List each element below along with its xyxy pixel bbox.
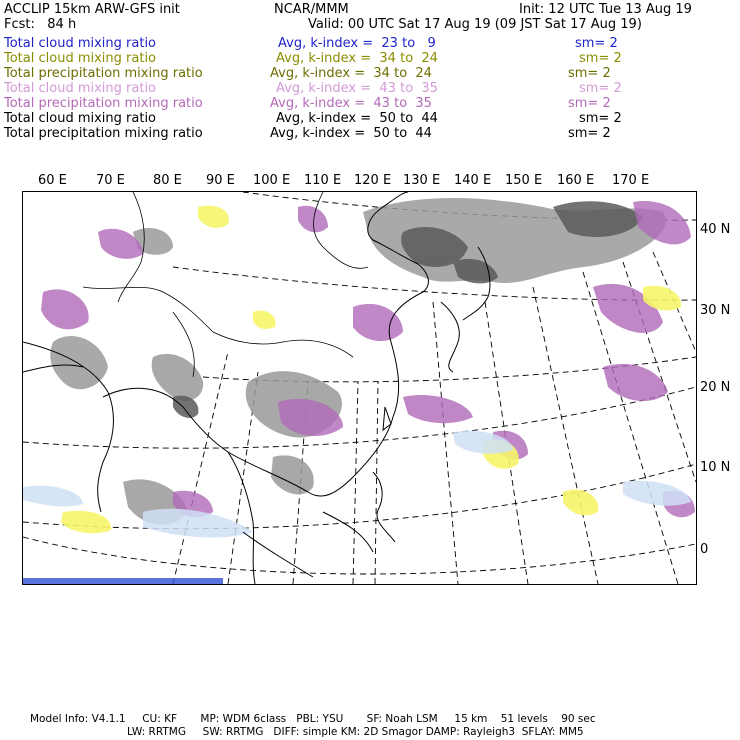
legend-avg: Avg, k-index = 43 to 35: [270, 96, 432, 111]
init-time: Init: 12 UTC Tue 13 Aug 19: [519, 2, 692, 17]
legend-avg: Avg, k-index = 23 to 9: [278, 36, 436, 51]
legend-sm: sm= 2: [568, 66, 611, 81]
lon-label: 140 E: [454, 173, 492, 188]
lon-label: 70 E: [96, 173, 125, 188]
legend-avg: Avg, k-index = 50 to 44: [276, 111, 438, 126]
lon-label: 160 E: [557, 173, 595, 188]
legend-field: Total cloud mixing ratio: [4, 36, 157, 51]
forecast-hour: Fcst: 84 h: [4, 17, 77, 32]
model-title: ACCLIP 15km ARW-GFS init: [4, 2, 180, 17]
model-info-line2: LW: RRTMG SW: RRTMG DIFF: simple KM: 2D Smagor DAMP: Rayleigh3 SFLAY: MM5: [127, 726, 584, 738]
legend-avg: Avg, k-index = 43 to 35: [276, 81, 438, 96]
lon-label: 130 E: [403, 173, 441, 188]
forecast-map: [22, 191, 697, 585]
legend-sm: sm= 2: [579, 81, 622, 96]
legend-sm: sm= 2: [579, 111, 622, 126]
model-info-line1: Model Info: V4.1.1 CU: KF MP: WDM 6class PBL: YSU SF: Noah LSM 15 km 51 levels 90 sec: [30, 713, 596, 725]
legend-field: Total cloud mixing ratio: [4, 81, 157, 96]
gray-cloud-field: [50, 198, 666, 525]
lon-label: 170 E: [612, 173, 650, 188]
legend-field: Total precipitation mixing ratio: [4, 66, 203, 81]
legend-sm: sm= 2: [575, 36, 618, 51]
legend-avg: Avg, k-index = 34 to 24: [270, 66, 432, 81]
lat-label: 0: [700, 542, 709, 557]
lon-label: 100 E: [253, 173, 291, 188]
legend-sm: sm= 2: [568, 126, 611, 141]
lat-label: 30 N: [700, 303, 731, 318]
legend-sm: sm= 2: [568, 96, 611, 111]
lon-label: 60 E: [38, 173, 67, 188]
lat-label: 40 N: [700, 222, 731, 237]
legend-field: Total cloud mixing ratio: [4, 111, 157, 126]
legend-sm: sm= 2: [579, 51, 622, 66]
lon-label: 80 E: [153, 173, 182, 188]
lat-label: 20 N: [700, 380, 731, 395]
legend-field: Total precipitation mixing ratio: [4, 126, 203, 141]
legend-avg: Avg, k-index = 34 to 24: [276, 51, 438, 66]
legend-field: Total cloud mixing ratio: [4, 51, 157, 66]
valid-time: Valid: 00 UTC Sat 17 Aug 19 (09 JST Sat 17 Aug 19): [308, 17, 642, 32]
lat-label: 10 N: [700, 460, 731, 475]
lon-label: 150 E: [505, 173, 543, 188]
lon-label: 110 E: [304, 173, 342, 188]
map-canvas: [23, 192, 696, 584]
legend-field: Total precipitation mixing ratio: [4, 96, 203, 111]
lon-label: 120 E: [354, 173, 392, 188]
lon-label: 90 E: [206, 173, 235, 188]
legend-avg: Avg, k-index = 50 to 44: [270, 126, 432, 141]
org-label: NCAR/MMM: [274, 2, 349, 17]
